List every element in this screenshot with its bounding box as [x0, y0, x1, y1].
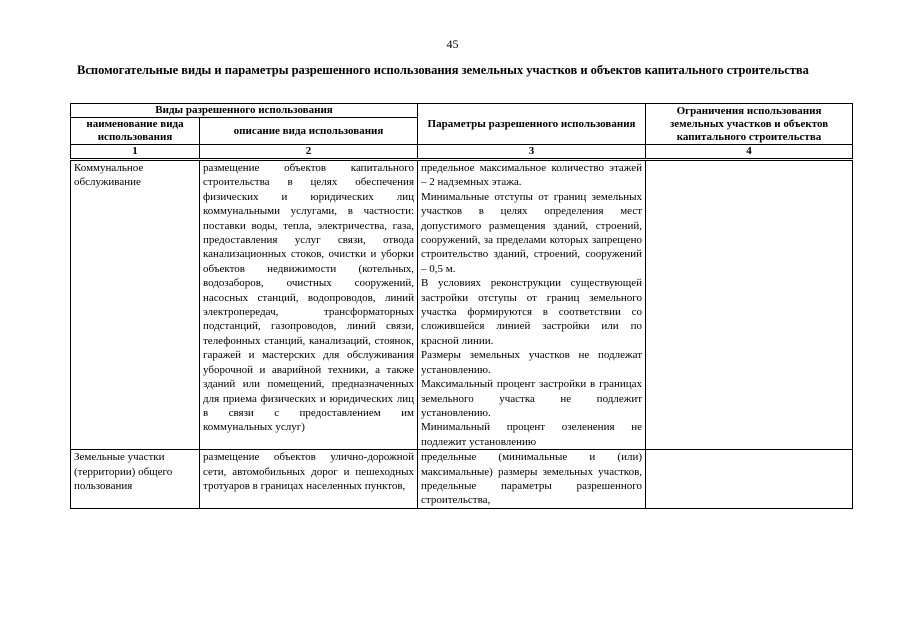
use-parameters-cell [418, 450, 646, 509]
column-number: 4 [646, 145, 853, 160]
parameter-paragraph: предельные (минимальные и (или) максимальные) размеры земельных участков, предельные параметры разрешенного строительства, [421, 451, 643, 507]
parameter-paragraph: Минимальный процент озеленения не подлежит установлению [421, 421, 643, 448]
use-name-cell: Коммунальное обслуживание [71, 160, 200, 450]
use-restrictions-cell [646, 450, 853, 509]
column-number: 3 [418, 145, 646, 160]
column-number: 2 [200, 145, 418, 160]
use-name-cell: Земельные участки (территории) общего пользования [71, 450, 200, 509]
parameter-paragraph: Минимальные отступы от границ земельных участков в целях определения мест допустимого размещения зданий, строений, сооружений, за пределами которых запрещено строительство зданий, строений, сооружений – 0,5 м. [421, 190, 643, 275]
land-use-table [70, 103, 853, 509]
use-parameters-cell [418, 160, 646, 450]
header-description: описание вида использования [200, 118, 418, 145]
header-name: наименование вида использования [71, 118, 200, 145]
parameter-paragraph: В условиях реконструкции существующей застройки отступы от границ земельного участка формируются в соответствии со сложившейся линией застройки или по красной линии. [421, 277, 643, 347]
header-use-types: Виды разрешенного использования [71, 104, 418, 118]
page-number: 45 [446, 37, 459, 51]
parameter-paragraph: предельное максимальное количество этажей – 2 надземных этажа. [421, 162, 643, 189]
use-restrictions-cell [646, 160, 853, 450]
header-parameters: Параметры разрешенного использования [418, 104, 646, 145]
table-row [71, 450, 853, 509]
parameter-paragraph: Размеры земельных участков не подлежат установлению. [421, 349, 643, 376]
use-description-cell: размещение объектов улично-дорожной сети, автомобильных дорог и пешеходных тротуаров в границах населенных пунктов, [200, 450, 418, 509]
header-restrictions: Ограничения использования земельных участков и объектов капитального строительства [646, 104, 853, 145]
table-row [71, 160, 853, 450]
parameter-paragraph: Максимальный процент застройки в границах земельного участка не подлежит установлению. [421, 378, 643, 419]
document-title: Вспомогательные виды и параметры разрешенного использования земельных участков и объектов капитального строительства [77, 63, 809, 77]
column-number: 1 [71, 145, 200, 160]
use-description-cell: размещение объектов капитального строительства в целях обеспечения физических и юридических лиц коммунальными услугами, в частности: поставки воды, тепла, электричества, газа, предоставления услуг связи, отвода канализационных стоков, очистки и уборки объектов недвижимости (котельных, водозаборов, очистных сооружений, насосных станций, водопроводов, линий электропередач, трансформаторных подстанций, газопроводов, линий связи, телефонных станций, канализаций, стоянок, гаражей и мастерских для обслуживания уборочной и аварийной техники, а также зданий или помещений, предназначенных для приема физических и юридических лиц в связи с предоставлением им коммунальных услуг) [200, 160, 418, 450]
